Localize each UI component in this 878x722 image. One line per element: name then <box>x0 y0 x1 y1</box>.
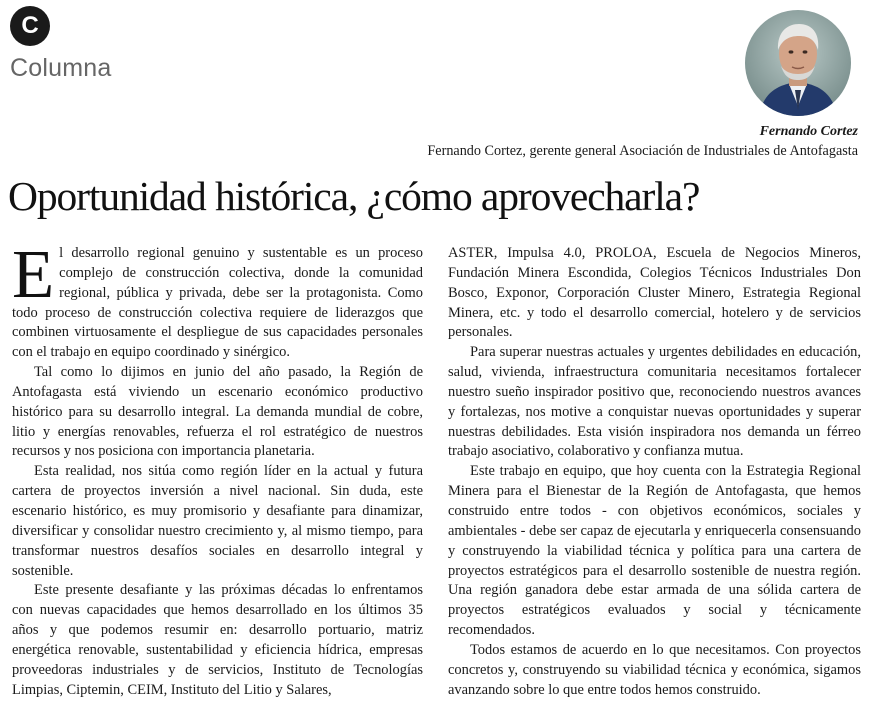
headline: Oportunidad histórica, ¿cómo aprovecharla? <box>8 173 700 219</box>
article-paragraph: Este presente desafiante y las próximas décadas lo enfrentamos con nuevas capacidades que hemos desarrollado en los últimos 35 años y que podemos resumir en: desarrollo portuario, matriz energética renovable, sustentabilidad y eficiencia hídrica, empresas proveedoras industriales y de servicios, Instituto de Tecnologías Limpias, Ciptemin, CEIM, Instituto del Litio y Salares, <box>12 582 423 698</box>
article-column-left <box>12 236 423 700</box>
author-role: Fernando Cortez, gerente general Asociación de Industriales de Antofagasta <box>427 143 858 159</box>
column-badge: C <box>10 6 50 46</box>
drop-cap: E <box>12 236 55 312</box>
author-photo <box>745 10 851 116</box>
article-column-right <box>448 244 861 700</box>
author-name: Fernando Cortez <box>759 124 858 139</box>
article-paragraph <box>12 236 423 363</box>
article-paragraph: Este trabajo en equipo, que hoy cuenta con la Estrategia Regional Minera para el Bienestar de la Región de Antofagasta, que hemos construido entre todos - con objetivos económicos, sociales y ambientales - debe ser capaz de ejecutarla y enriquecerla consensuando y construyendo la viabilidad técnica y política para una cartera de proyectos estratégicos para el desarrollo sostenible de nuestra región. Una región ganadora debe estar armada de una sólida cartera de proyectos estratégicos evaluados y social y técnicamente recomendados. <box>448 463 861 639</box>
paragraph-text: l desarrollo regional genuino y sustentable es un proceso complejo de construcción colectiva, donde la comunidad regional, pública y privada, debe ser la protagonista. Como todo proceso de construcción colectiva requiere de liderazgos que combinen virtuosamente el despliegue de sus capacidades personales con el trabajo en equipo coordinado y sinérgico. <box>12 245 423 361</box>
article-paragraph: Para superar nuestras actuales y urgentes debilidades en educación, salud, vivienda, infraestructura comunitaria necesitamos fortalecer nuestro sueño inspirador positivo que, reconociendo nuestros avances y fortalezas, nos motive a conquistar nuevas oportunidades y superar nuestras debilidades. Esta visión inspiradora nos demanda un férreo trabajo asociativo, colaborativo y confianza mutua. <box>448 344 861 460</box>
article-paragraph: ASTER, Impulsa 4.0, PROLOA, Escuela de Negocios Mineros, Fundación Minera Escondida, Colegios Técnicos Industriales Don Bosco, Exponor, Corporación Cluster Minero, Estrategia Regional Minera, etc. y todo el desarrollo comercial, hotelero y de servicios personales. <box>448 245 861 341</box>
article-paragraph: Tal como lo dijimos en junio del año pasado, la Región de Antofagasta está viviendo un escenario económico productivo histórico para su desarrollo integral. La demanda mundial de cobre, litio y energías renovables, refuerza el rol estratégico de nuestros recursos y nos posiciona con importancia planetaria. <box>12 364 423 460</box>
article-paragraph: Todos estamos de acuerdo en lo que necesitamos. Con proyectos concretos y, construyendo su viabilidad técnica y económica, sigamos avanzando sobre lo que entre todos hemos construido. <box>448 641 861 698</box>
section-label: Columna <box>10 54 112 82</box>
article-paragraph: Esta realidad, nos sitúa como región líder en la actual y futura cartera de proyectos inversión a nivel nacional. Sin duda, este escenario histórico, es muy promisorio y desafiante para dinamizar, diversificar y consolidar nuestro crecimiento y, al mismo tiempo, para transformar nuestros desafíos sociales en desarrollo integral y sostenible. <box>12 463 423 579</box>
